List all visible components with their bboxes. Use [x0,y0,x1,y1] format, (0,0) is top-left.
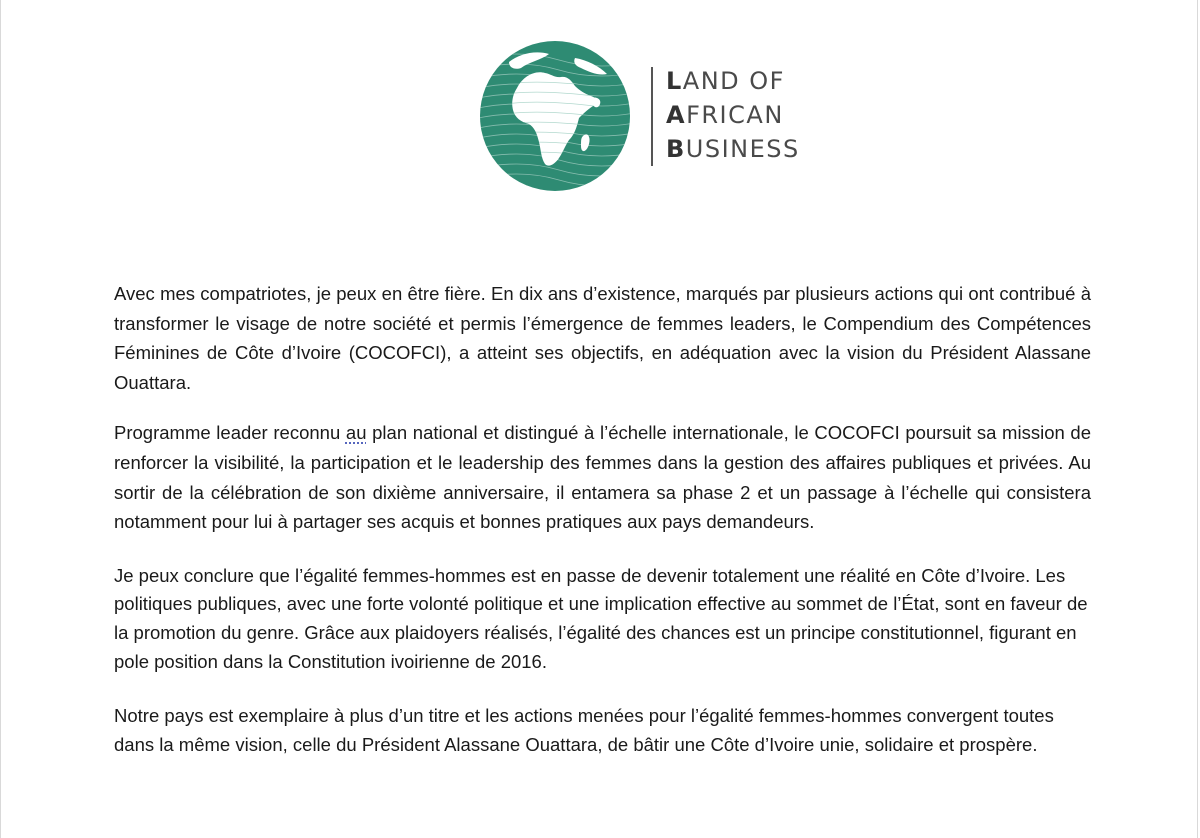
paragraph-2: Programme leader reconnu au plan national et distingué à l’échelle internationale, le COCOFCI poursuit sa mission de renforcer la visibilité, la participation et le leadership des femmes dans la gestion des affaires publiques et privées. Au sortir de la célébration de son dixième anniversaire, il entamera sa phase 2 et un passage à l’échelle qui consistera notamment pour lui à partager ses acquis et bonnes pratiques aux pays demandeurs. [114,422,1092,533]
paragraph-1: Avec mes compatriotes, je peux en être fière. En dix ans d’existence, marqués par plusieurs actions qui ont contribué à transformer le visage de notre société et permis l’émergence de femmes leaders, le Compendium des Compétences Féminines de Côte d’Ivoire (COCOFCI), a atteint ses objectifs, en adéquation avec la vision du Président Alassane Ouattara. [114,283,1091,393]
paragraph-3: Je peux conclure que l’égalité femmes-hommes est en passe de devenir totalement une réalité en Côte d’Ivoire. Les politiques publiques, avec une forte volonté politique et une implication effective au sommet de l’État, sont en faveur de la promotion du genre. Grâce aux plaidoyers réalisés, l’égalité des chances est un principe constitutionnel, figurant en pole position dans la Constitution ivoirienne de 2016. [114,564,1088,672]
grammar-marked-word[interactable]: au [345,422,367,444]
logo-wordmark [666,64,800,166]
logo-divider [651,67,653,166]
company-logo [479,40,819,190]
globe-africa-icon [479,40,631,192]
paragraph-4: Notre pays est exemplaire à plus d’un titre et les actions menées pour l’égalité femmes-hommes convergent toutes dans la même vision, celle du Président Alassane Ouattara, de bâtir une Côte d’Ivoire unie, solidaire et prospère. [114,705,1054,755]
logo-line-3: BUSINESS [666,135,800,163]
logo-line-2: AFRICAN [666,101,784,129]
document-body [114,279,1091,780]
logo-line-1: LAND OF [666,67,785,95]
